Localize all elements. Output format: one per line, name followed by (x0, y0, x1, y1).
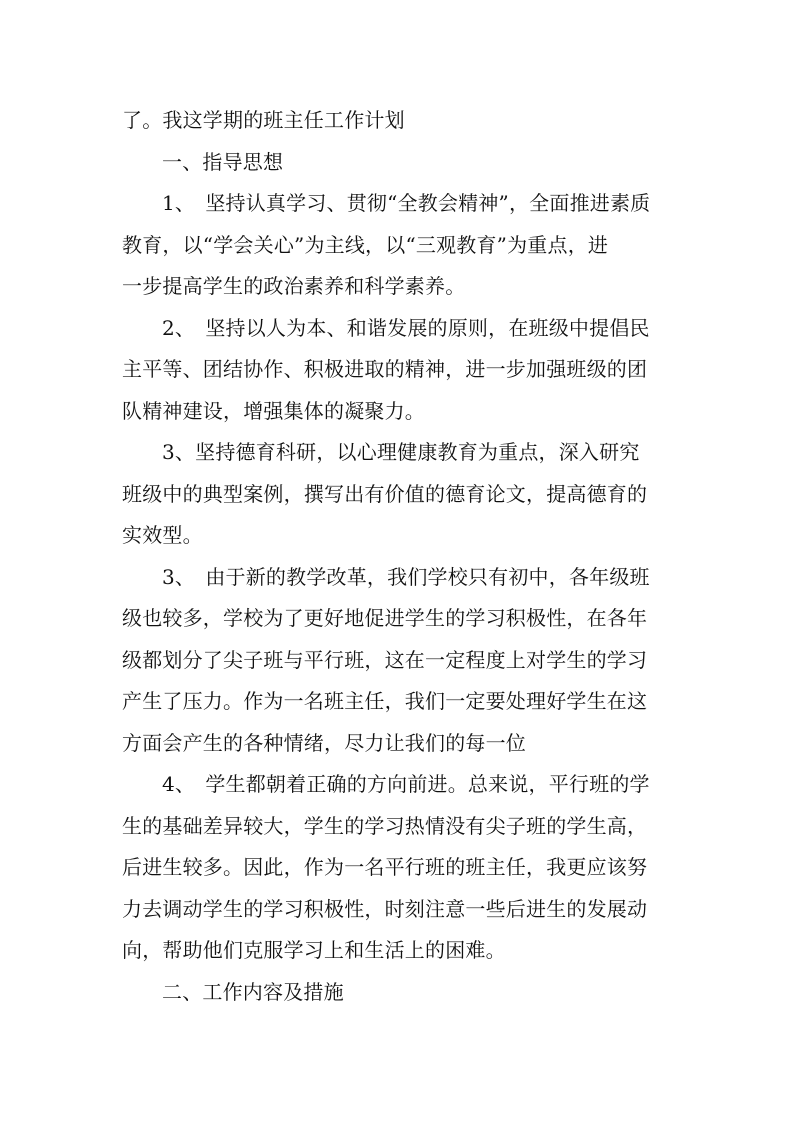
paragraph-line: 生的基础差异较大，学生的学习热情没有尖子班的学生高， (122, 813, 648, 838)
paragraph-line: 班级中的典型案例，撰写出有价值的德育论文，提高德育的 (122, 481, 648, 506)
section-heading: 一、指导思想 (162, 149, 284, 174)
paragraph-line: 教育，以“学会关心”为主线，以“三观教育”为重点，进 (122, 232, 609, 257)
section-heading: 二、工作内容及措施 (162, 979, 344, 1004)
paragraph-line: 队精神建设，增强集体的凝聚力。 (122, 398, 425, 423)
paragraph-line: 方面会产生的各种情绪，尽力让我们的每一位 (122, 730, 526, 755)
paragraph-line: 一步提高学生的政治素养和科学素养。 (122, 274, 466, 298)
document-body (122, 100, 677, 1013)
paragraph-line: 级也较多，学校为了更好地促进学生的学习积极性，在各年 (122, 606, 648, 630)
paragraph-line: 4、 学生都朝着正确的方向前进。总来说，平行班的学 (162, 772, 650, 796)
paragraph-line: 向，帮助他们克服学习上和生活上的困难。 (122, 938, 506, 962)
paragraph-line: 级都划分了尖子班与平行班，这在一定程度上对学生的学习 (122, 647, 648, 672)
paragraph-line: 实效型。 (122, 523, 203, 547)
paragraph-line: 主平等、团结协作、积极进取的精神，进一步加强班级的团 (122, 357, 648, 381)
paragraph-line: 2、 坚持以人为本、和谐发展的原则，在班级中提倡民 (162, 315, 650, 340)
paragraph-line: 1、 坚持认真学习、贯彻“全教会精神”，全面推进素质 (162, 191, 651, 215)
paragraph-line: 3、 由于新的教学改革，我们学校只有初中，各年级班 (162, 564, 650, 589)
paragraph-line: 力去调动学生的学习积极性，时刻注意一些后进生的发展动 (122, 896, 648, 921)
paragraph-line: 后进生较多。因此，作为一名平行班的班主任，我更应该努 (122, 855, 648, 879)
paragraph-line: 3、坚持德育科研，以心理健康教育为重点，深入研究 (162, 440, 640, 464)
paragraph-line: 产生了压力。作为一名班主任，我们一定要处理好学生在这 (122, 689, 648, 713)
text-line: 了。我这学期的班主任工作计划 (122, 108, 405, 132)
